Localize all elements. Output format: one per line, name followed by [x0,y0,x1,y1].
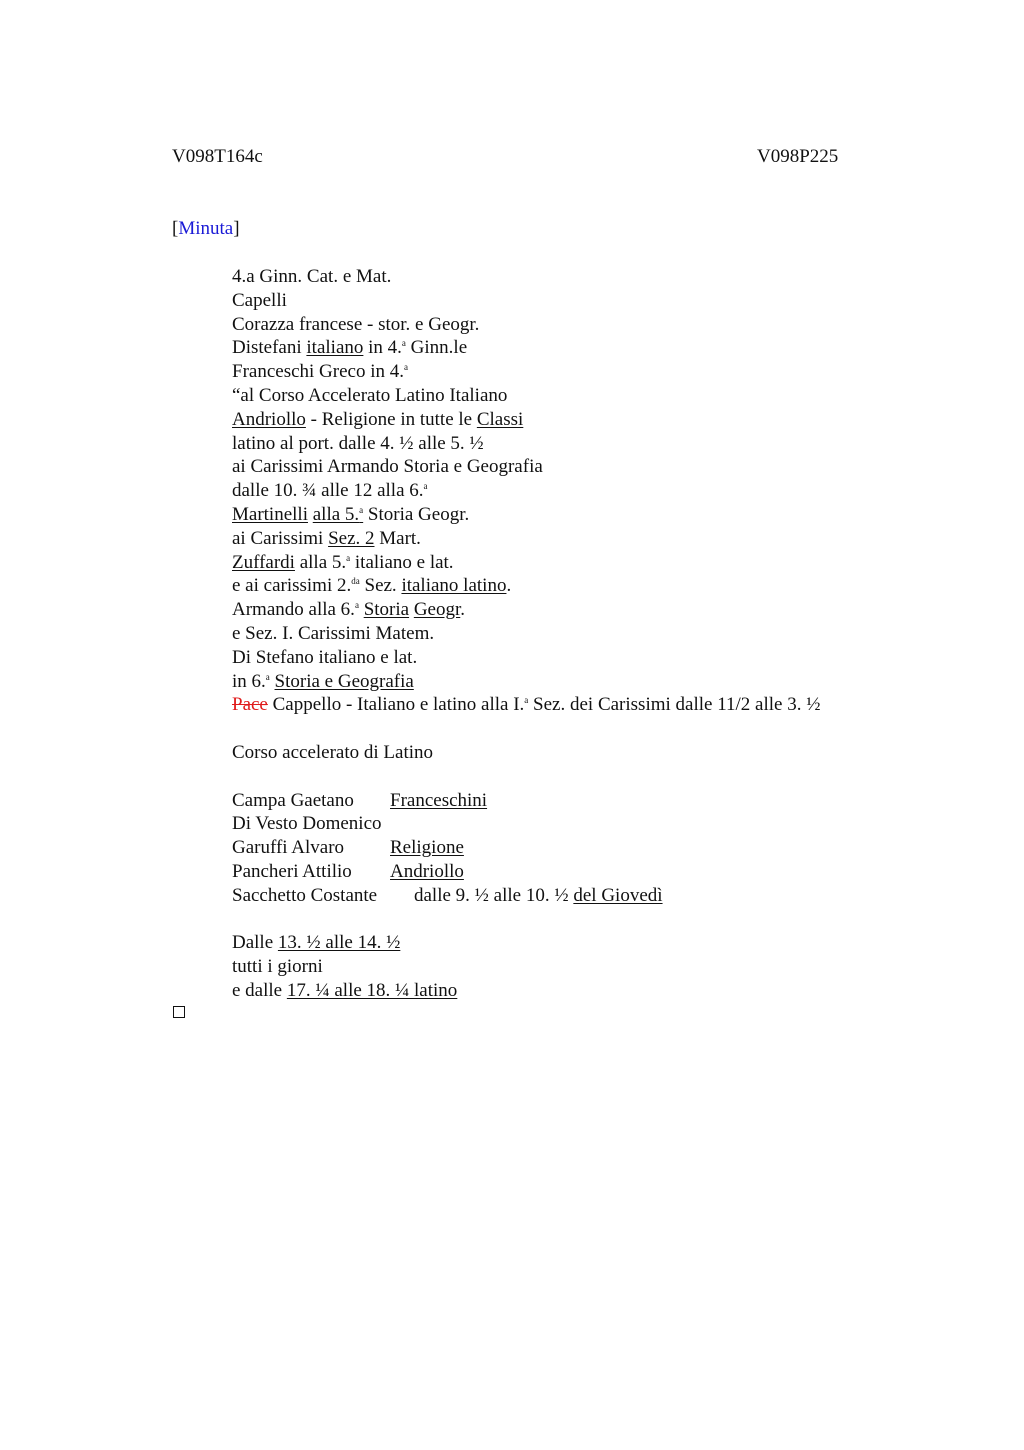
underlined-text: Geogr [413,599,461,621]
section-title: Corso accelerato di Latino [232,741,434,763]
text-line [232,598,820,622]
superscript: a [265,671,270,682]
text-line [232,336,820,360]
text-line [232,979,820,1003]
text-line [232,574,820,598]
text-span: Mart. [374,527,421,549]
text-line [232,360,820,384]
underlined-text: Storia [363,599,410,621]
text-span: dalle 10. ¾ alle 12 alla 6. [232,480,424,502]
student-row [232,789,820,813]
underlined-text: Classi [476,408,524,430]
text-line [232,527,820,551]
student-row [232,884,820,908]
text-line [232,479,820,503]
student-note: Andriollo [390,860,464,882]
bracket-close: ] [233,218,240,239]
text-line: ai Carissimi Armando Storia e Geografia [232,456,543,478]
underlined-text: Martinelli [232,503,308,525]
end-square-icon [173,1006,185,1018]
text-line: Di Stefano italiano e lat. [232,646,418,668]
text-line: latino al port. dalle 4. ½ alle 5. ½ [232,432,484,454]
minuta-label [172,218,240,240]
student-row [232,812,820,836]
text-span: . [506,575,512,597]
text-line [232,408,820,432]
text-span: Sez. [359,575,402,597]
text-span: - Religione in tutte le [305,408,477,430]
text-span: Storia Geogr. [363,503,470,525]
student-name: Garuffi Alvaro [232,837,345,859]
underlined-text: Storia e Geografia [274,670,414,692]
student-row [232,836,820,860]
text-line: Corazza francese - stor. e Geogr. [232,313,480,335]
blank-line [232,717,820,741]
blank-line [232,908,820,932]
superscript: a [346,552,351,563]
text-line: Capelli [232,289,287,311]
underlined-text: del Giovedì [573,884,663,906]
text-span: . [460,599,466,621]
document-id-right: V098P225 [757,146,839,167]
student-note: Religione [390,837,464,859]
student-name: Di Vesto Domenico [232,813,382,835]
text-span: in 6. [232,670,266,692]
text-span: Sez. dei Carissimi dalle 11/2 alle 3. ½ [528,694,821,716]
text-line [232,931,820,955]
text-line [232,670,820,694]
superscript: a [401,338,406,349]
text-span: e ai carissimi 2. [232,575,352,597]
text-span: in 4. [363,337,402,359]
text-span: ai Carissimi [232,527,329,549]
blank-line [232,765,820,789]
underlined-text: italiano [306,337,364,359]
student-note: Franceschini [390,789,488,811]
text-span: dalle 9. ½ alle 10. ½ [414,884,574,906]
underlined-text: Andriollo [232,408,306,430]
text-span: Franceschi Greco in 4. [232,361,404,383]
text-span: Dalle [232,932,278,954]
underlined-text: italiano latino [401,575,507,597]
text-line: e Sez. I. Carissimi Matem. [232,622,435,644]
superscript: da [351,576,360,587]
text-span: alla 5. [312,503,360,525]
underlined-text: 17. ¼ alle 18. ¼ latino [286,979,458,1001]
underlined-text [313,504,363,525]
superscript: a [524,695,529,706]
minuta-link[interactable]: Minuta [178,218,234,239]
student-name: Campa Gaetano [232,789,354,811]
bracket-open: [ [172,218,179,239]
student-name: Pancheri Attilio [232,860,352,882]
text-line [232,503,820,527]
superscript: a [359,504,364,515]
student-name: Sacchetto Costante [232,884,378,906]
text-line [232,693,820,717]
text-span: Distefani [232,337,307,359]
underlined-text: Zuffardi [232,551,295,573]
document-body [232,265,820,1003]
text-span: e dalle [232,979,287,1001]
student-row [232,860,820,884]
text-span: italiano e lat. [350,551,454,573]
document-id-left: V098T164c [172,146,263,167]
text-span: alla 5. [294,551,347,573]
text-span: Ginn.le [405,337,468,359]
text-span: Armando alla 6. [232,599,355,621]
text-span: Cappello - Italiano e latino alla I. [267,694,525,716]
text-line: tutti i giorni [232,956,323,978]
underlined-text: Sez. 2 [328,527,375,549]
underlined-text: 13. ½ alle 14. ½ [277,932,401,954]
text-line: “al Corso Accelerato Latino Italiano [232,384,508,406]
struck-text: Pace [232,694,268,716]
superscript: a [423,481,428,492]
superscript: a [354,600,359,611]
superscript: a [404,362,408,373]
student-note [414,884,663,908]
text-line: 4.a Ginn. Cat. e Mat. [232,266,392,287]
text-line [232,551,820,575]
